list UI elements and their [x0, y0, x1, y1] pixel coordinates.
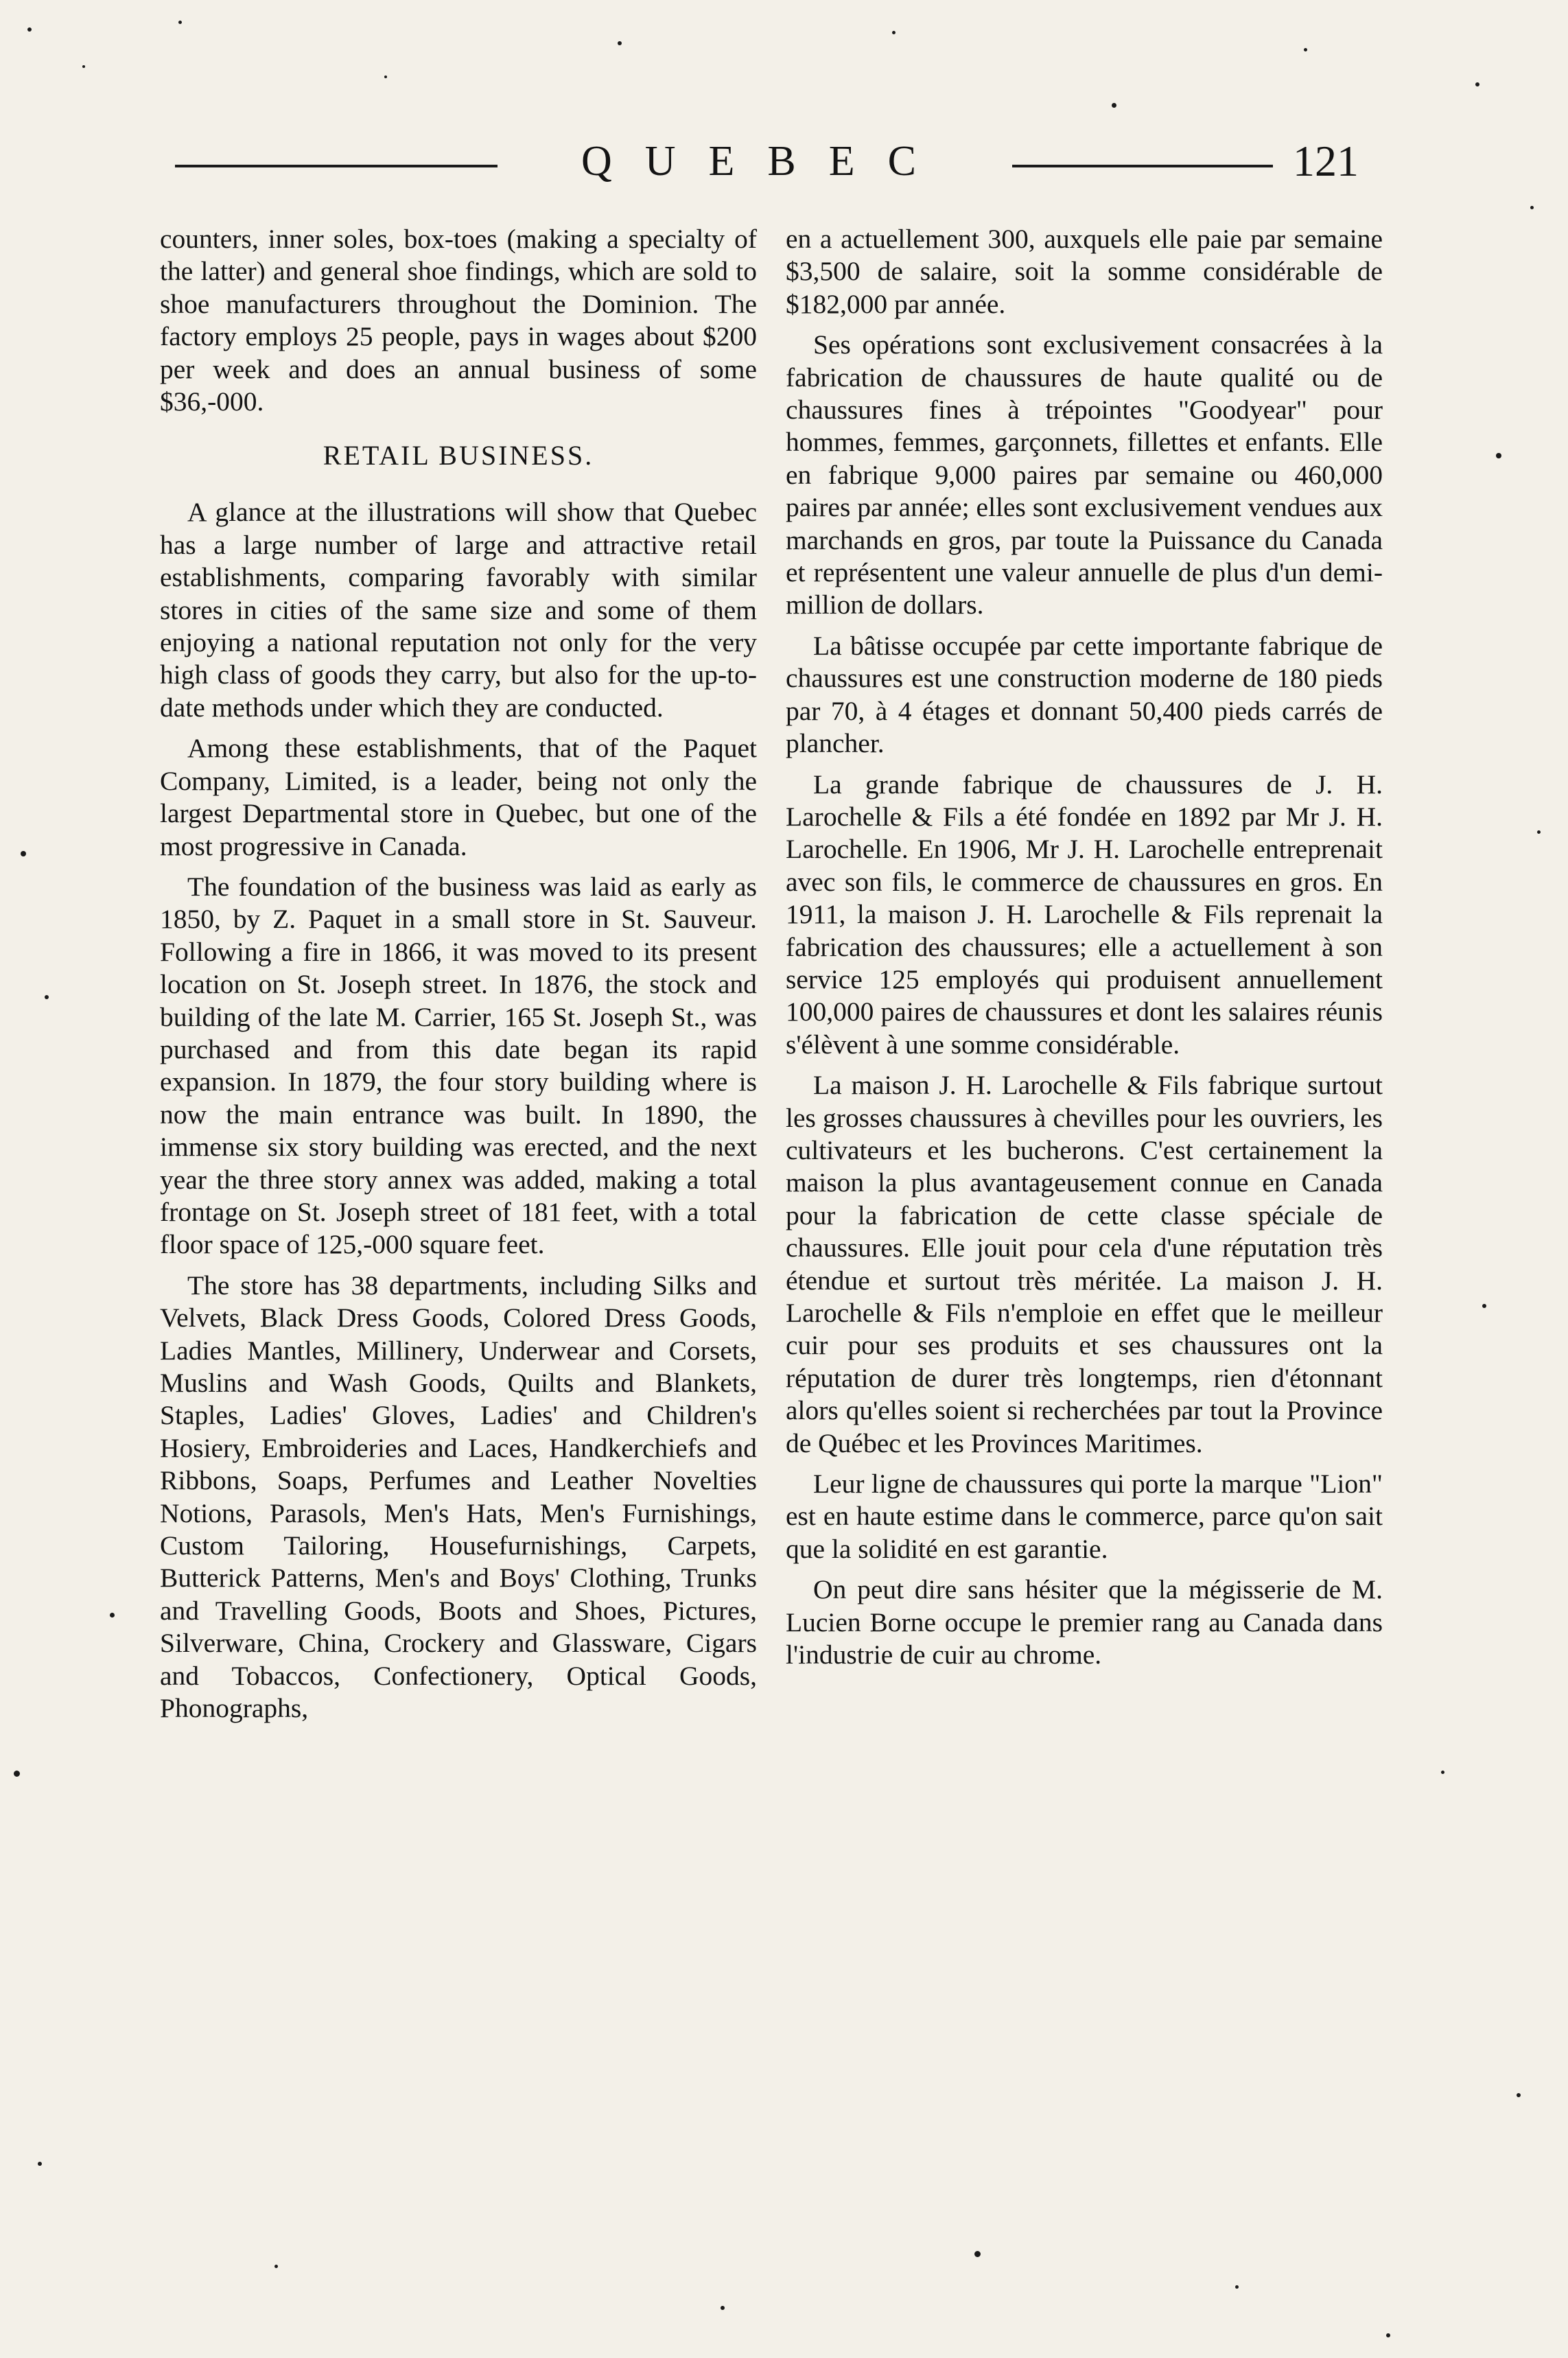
header-rule-right: [1012, 165, 1273, 167]
paragraph: Leur ligne de chaussures qui porte la marque "Lion" est en haute estime dans le commerce, parce qu'on sait que la solidité en est garantie.: [786, 1469, 1383, 1564]
paragraph: On peut dire sans hésiter que la mégisserie de M. Lucien Borne occupe le premier rang au Canada dans l'industrie de cuir au chrome.: [786, 1574, 1383, 1670]
paragraph: La bâtisse occupée par cette importante fabrique de chaussures est une construction moderne de 180 pieds par 70, à 4 étages et donnant 50,400 pieds carrés de plancher.: [786, 630, 1383, 759]
paragraph: en a actuellement 300, auxquels elle paie par semaine $3,500 de salaire, soit la somme considérable de $182,000 par année.: [786, 224, 1383, 319]
paragraph: La grande fabrique de chaussures de J. H. Larochelle & Fils a été fondée en 1892 par Mr J. H. Larochelle. En 1906, Mr J. H. Larochelle entreprenait avec son fils, le commerce de chaussures en gros. En 1911, la maison J. H. Larochelle & Fils reprenait la fabrication des chaussures; elle a actuellement à son service 125 employés qui produisent annuellement 100,000 paires de chaussures et dont les salaires réunis s'élèvent à une somme considérable.: [786, 769, 1383, 1060]
paragraph: The store has 38 departments, including Silks and Velvets, Black Dress Goods, Colored Dress Goods, Ladies Mantles, Millinery, Underwear and Corsets, Muslins and Wash Goods, Quilts and Blankets, Staples, Ladies' Gloves, Ladies' and Children's Hosiery, Embroideries and Laces, Handkerchiefs and Ribbons, Soaps, Perfumes and Leather Novelties Notions, Parasols, Men's Hats, Men's Furnishings, Custom Tailoring, Housefurnishings, Carpets, Butterick Patterns, Men's and Boys' Clothing, Trunks and Travelling Goods, Boots and Shoes, Pictures, Silverware, China, Crockery and Glassware, Cigars and Tobaccos, Confectionery, Optical Goods, Phonographs,: [160, 1270, 757, 1724]
left-column: [160, 223, 757, 1733]
running-title: QUEBEC: [581, 138, 949, 185]
right-column: [786, 223, 1383, 1679]
paragraph: The foundation of the business was laid as early as 1850, by Z. Paquet in a small store in St. Sauveur. Following a fire in 1866, it was moved to its present location on St. Joseph street. In 1876, the stock and building of the late M. Carrier, 165 St. Joseph St., was purchased and from this date began its rapid expansion. In 1879, the four story building where is now the main entrance was built. In 1890, the immense six story building was erected, and the next year the three story annex was added, making a total frontage on St. Joseph street of 181 feet, with a total floor space of 125,-000 square feet.: [160, 871, 757, 1260]
paragraph: A glance at the illustrations will show that Quebec has a large number of large and attractive retail establishments, comparing favorably with similar stores in cities of the same size and some of them enjoying a national reputation not only for the very high class of goods they carry, but also for the up-to-date methods under which they are conducted.: [160, 497, 757, 723]
paragraph: Among these establishments, that of the Paquet Company, Limited, is a leader, being not only the largest Departmental store in Quebec, but one of the most progressive in Canada.: [160, 733, 757, 861]
paragraph: counters, inner soles, box-toes (making a specialty of the latter) and general shoe findings, which are sold to shoe manufacturers throughout the Dominion. The factory employs 25 people, pays in wages about $200 per week and does an annual business of some $36,-000.: [160, 224, 757, 417]
paragraph: La maison J. H. Larochelle & Fils fabrique surtout les grosses chaussures à chevilles pour les ouvriers, les cultivateurs et les bucherons. C'est certainement la maison la plus avantageusement connue en Canada pour la fabrication de cette classe spéciale de chaussures. Elle jouit pour cela d'une réputation très étendue et surtout très méritée. La maison J. H. Larochelle & Fils n'emploie en effet que le meilleur cuir pour ses produits et ses chaussures ont la réputation de durer très longtemps, rien d'étonnant alors qu'elles soient si recherchées par tout la Province de Québec et les Provinces Maritimes.: [786, 1070, 1383, 1458]
paragraph: Ses opérations sont exclusivement consacrées à la fabrication de chaussures de haute qualité ou de chaussures fines à trépointes "Goodyear" pour hommes, femmes, garçonnets, fillettes et enfants. Elle en fabrique 9,000 paires par semaine ou 460,000 paires par année; elles sont exclusivement vendues aux marchands en gros, par toute la Puissance du Canada et représentent une valeur annuelle de plus d'un demi-million de dollars.: [786, 329, 1383, 620]
section-heading: RETAIL BUSINESS.: [323, 440, 594, 471]
running-header: [175, 130, 1359, 192]
page-number: 121: [1293, 137, 1359, 185]
header-rule-left: [175, 165, 498, 167]
